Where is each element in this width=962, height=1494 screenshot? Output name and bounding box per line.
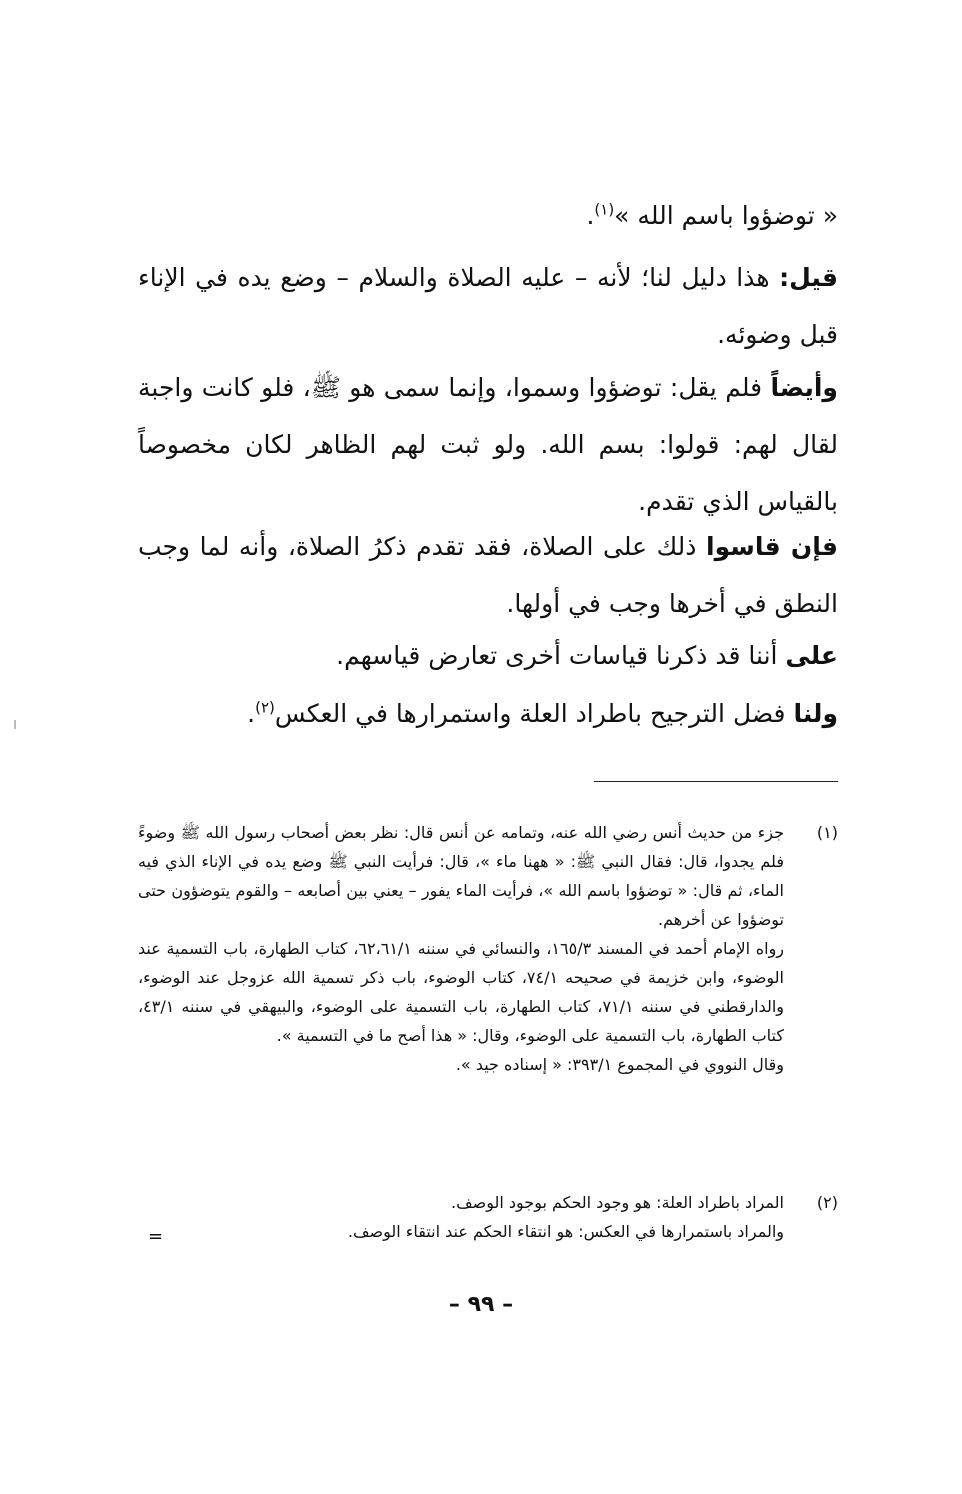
footnote-paragraph: جزء من حديث أنس رضي الله عنه، وتمامه عن أنس قال: نظر بعض أصحاب رسول الله ﷺ وضوءً فلم يجدوا، قال: فقال النبي ﷺ: « ههنا ماء »، قال: فرأيت النبي ﷺ وضع يده في الإناء الذي فيه الماء، ثم قال: « توضؤوا باسم الله »، فرأيت الماء يفور – يعني بين أصابعه – والقوم يتوضؤون حتى توضؤوا عن أخرهم. [138, 823, 784, 929]
footnote-paragraph: والمراد باستمرارها في العكس: هو انتقاء الحكم عند انتقاء الوصف. [347, 1222, 784, 1241]
continuation-mark: = [148, 1226, 164, 1247]
footnote-ref-2: (٢) [255, 698, 275, 717]
paragraph-text: ذلك على الصلاة، فقد تقدم ذكرُ الصلاة، وأنه لما وجب النطق في أخرها وجب في أولها. [138, 532, 838, 618]
footnote-ref-1: (١) [594, 200, 615, 219]
paragraph-ala [138, 627, 838, 684]
page-number: – ٩٩ – [448, 1292, 514, 1317]
paragraph-text: هذا دليل لنا؛ لأنه – عليه الصلاة والسلام – وضع يده في الإناء قبل وضوئه. [138, 263, 838, 349]
quote-text: « توضؤوا باسم الله » [614, 201, 838, 230]
paragraph-ayday [138, 359, 838, 530]
paragraph-text: فلم يقل: توضؤوا وسموا، وإنما سمى هو ﷺ، فلو كانت واجبة لقال لهم: قولوا: بسم الله. ولو ثبت لهم الظاهر لكان مخصوصاً بالقياس الذي تقدم. [138, 373, 838, 516]
paragraph-text: أننا قد ذكرنا قياسات أخرى تعارض قياسهم. [336, 641, 778, 670]
paragraph-text: فضل الترجيح باطراد العلة واستمرارها في العكس [274, 699, 786, 728]
lead-word: وأيضاً [770, 373, 838, 402]
lead-word: على [785, 641, 838, 670]
paragraph-in-qasu [138, 518, 838, 632]
footnote-number: (١) [816, 823, 838, 842]
paragraph-quote: « توضؤوا باسم الله »$^{(١)}$. [586, 200, 838, 230]
footnote-number: (٢) [816, 1193, 838, 1212]
paragraph-qil [138, 249, 838, 363]
footnote-paragraph: المراد باطراد العلة: هو وجود الحكم بوجود الوصف. [451, 1193, 784, 1212]
footnote-paragraph: وقال النووي في المجموع ٣٩٣/١: « إسناده جيد ». [455, 1055, 784, 1074]
scan-mark [14, 720, 16, 729]
paragraph-lana: ولنا فضل الترجيح باطراد العلة واستمرارها في العكس$^{(٢)}$. [247, 698, 838, 728]
footnote-separator [594, 781, 838, 782]
footnote-2 [138, 1188, 838, 1246]
footnote-paragraph: رواه الإمام أحمد في المسند ١٦٥/٣، والنسائي في سننه ٦٢،٦١/١، كتاب الطهارة، باب التسمية عند الوضوء، وابن خزيمة في صحيحه ٧٤/١، كتاب الوضوء، باب ذكر تسمية الله عزوجل عند الوضوء، والدارقطني في سننه ٧١/١، كتاب الطهارة، باب التسمية على الوضوء، والبيهقي في سننه ٤٣/١، كتاب الطهارة، باب التسمية على الوضوء، وقال: « هذا أصح ما في التسمية ». [138, 939, 785, 1045]
lead-word: فإن قاسوا [706, 532, 838, 561]
lead-word: ولنا [793, 699, 838, 728]
footnote-1 [138, 818, 838, 1079]
lead-word: قيل: [779, 263, 838, 292]
